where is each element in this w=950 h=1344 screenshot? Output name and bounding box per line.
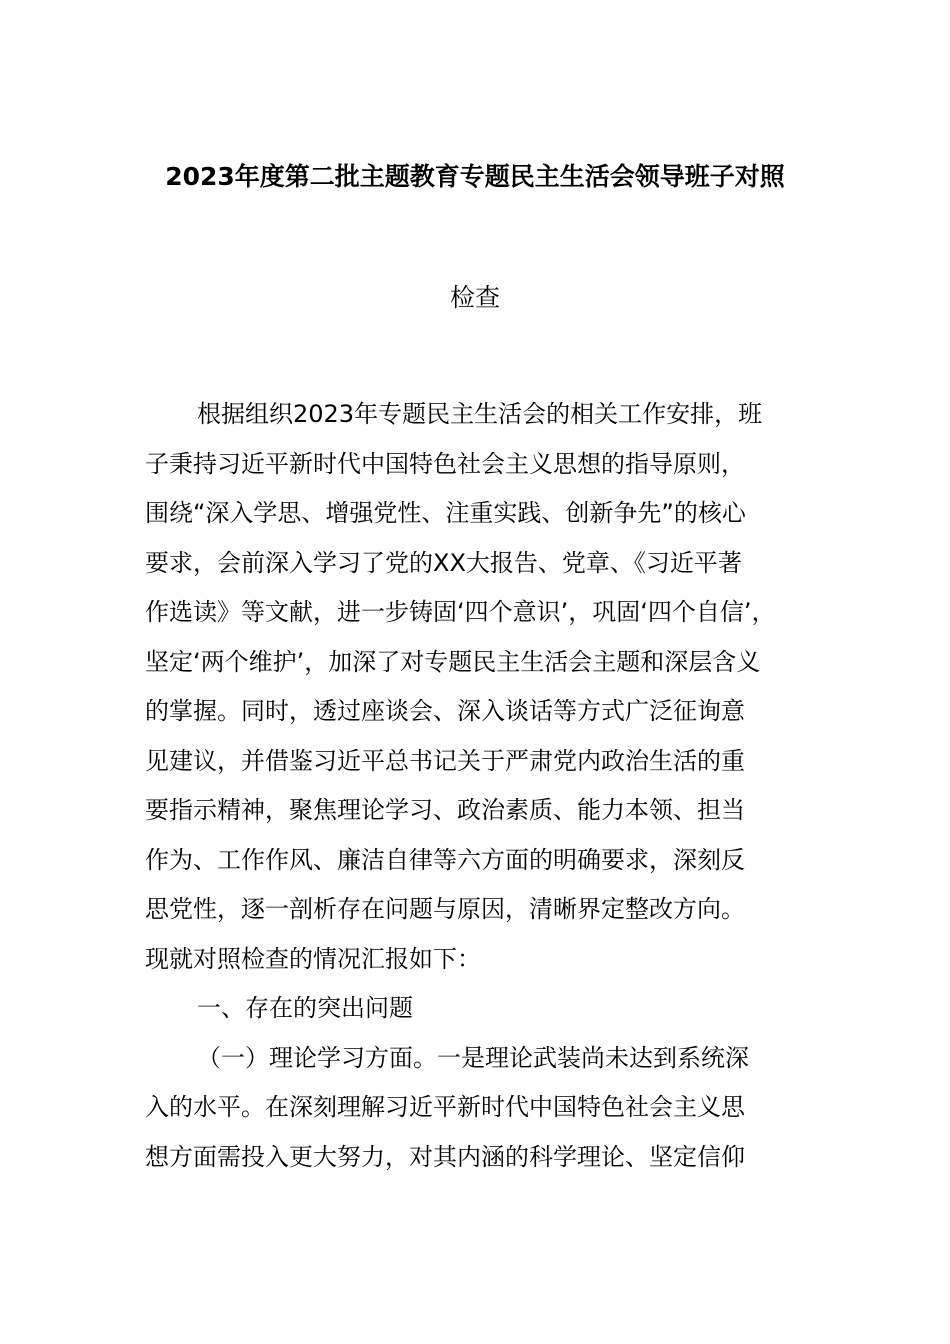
section-heading: 一、存在的突出问题 [197,994,413,1022]
body-line: 见建议，并借鉴习近平总书记关于严肃党内政治生活的重 [145,746,745,775]
body-line: （一）理论学习方面。一是理论武装尚未达到系统深 [197,1043,749,1072]
document-body [145,390,825,1182]
body-line: 子秉持习近平新时代中国特色社会主义思想的指导原则， [145,449,745,478]
body-line: 根据组织2023年专题民主生活会的相关工作安排，班 [197,400,763,428]
body-line: 要求，会前深入学习了党的XX大报告、党章、《习近平著 [145,548,742,577]
body-line: 作为、工作作风、廉洁自律等六方面的明确要求，深刻反 [145,845,745,874]
body-line: 思党性，逐一剖析存在问题与原因，清晰界定整改方向。 [145,895,745,923]
body-line: 现就对照检查的情况汇报如下： [145,944,481,973]
document-title-line-1: 2023年度第二批主题教育专题民主生活会领导班子对照 [165,162,785,191]
body-line: 入的水平。在深刻理解习近平新时代中国特色社会主义思 [145,1093,745,1121]
document-title-line-2: 检查 [449,283,500,312]
body-line: 要指示精神，聚焦理论学习、政治素质、能力本领、担当 [145,796,745,824]
body-line: 作选读》等文献，进一步铸固‘四个意识’，巩固‘四个自信’， [145,598,776,626]
body-line: 的掌握。同时，透过座谈会、深入谈话等方式广泛征询意 [145,697,745,725]
body-line: 坚定‘两个维护’，加深了对专题民主生活会主题和深层含义 [145,647,761,676]
body-line: 围绕“深入学思、增强党性、注重实践、创新争先”的核心 [145,499,746,527]
body-line: 想方面需投入更大努力，对其内涵的科学理论、坚定信仰 [145,1142,745,1171]
